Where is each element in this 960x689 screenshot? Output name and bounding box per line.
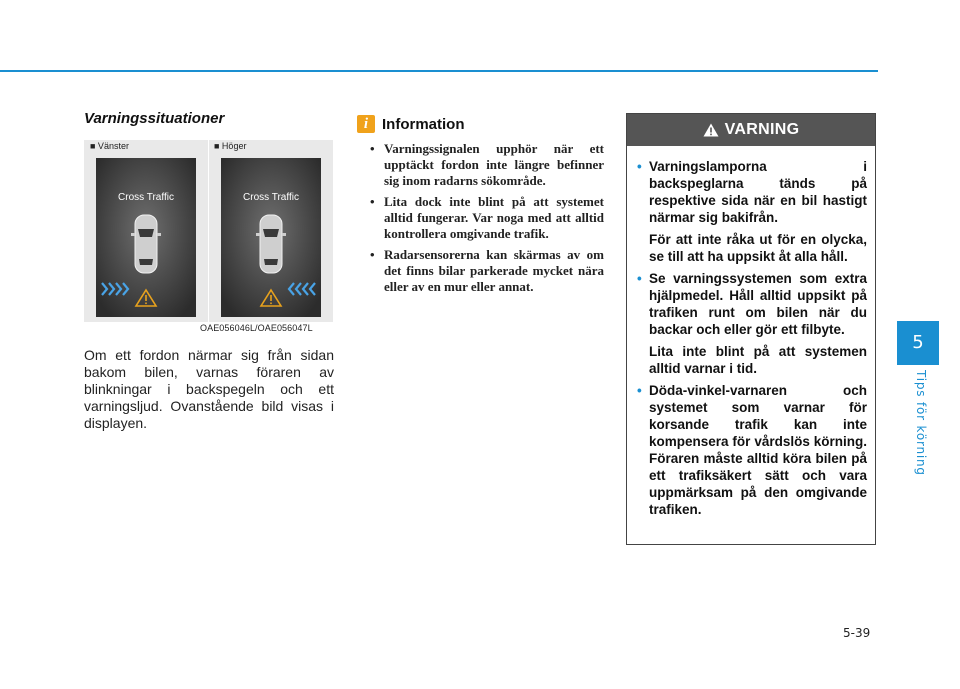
info-title: Information [382, 116, 465, 133]
figure-code: OAE056046L/OAE056047L [200, 323, 313, 333]
section-heading: Varningssituationer [84, 110, 225, 127]
top-rule [0, 70, 878, 72]
warning-triangle-icon [703, 123, 719, 137]
warning-item: • Döda-vinkel-varnaren och systemet som varnar för korsande trafik kan inte kompensera för vårdslös körning. Föraren måste alltid köra bilen på ett trafiksäkert sätt och vara uppmärksam på den omgivande trafiken. [637, 382, 867, 518]
display-left [96, 158, 196, 317]
display-label-right: Cross Traffic [243, 192, 299, 203]
chapter-title: Tips för körning [914, 370, 928, 476]
figure-panel [84, 140, 333, 322]
info-list [368, 141, 604, 300]
figure-caption-left: ■ Vänster [90, 141, 129, 151]
warning-header [627, 114, 875, 146]
chapter-tab: 5 [897, 321, 939, 365]
info-icon: i [357, 115, 375, 133]
figure-divider [208, 140, 209, 322]
info-item: • Lita dock inte blint på att systemet alltid fungerar. Var noga med att alltid kontrollera omgivande trafik. [368, 194, 604, 242]
warning-box [626, 113, 876, 545]
warning-list [627, 146, 875, 518]
page-number: 5-39 [843, 626, 871, 640]
car-icon [131, 215, 161, 273]
warning-item: • Varningslamporna i backspeglarna tänds på respektive sida när en bil hastigt närmar sig bakifrån. [637, 158, 867, 226]
warning-title: VARNING [724, 121, 800, 138]
warning-item-continuation: För att inte råka ut för en olycka, se till att ha uppsikt åt alla håll. [649, 232, 867, 264]
figure-caption-right: ■ Höger [214, 141, 247, 151]
warning-item: • Se varningssystemen som extra hjälpmedel. Håll alltid uppsikt på trafiken runt om bilen när du backar och eller gör ett filbyte. [637, 270, 867, 338]
display-right [221, 158, 321, 317]
info-item: • Radarsensorerna kan skärmas av om det finns bilar parkerade mycket nära eller av en mur eller annat. [368, 247, 604, 295]
section-body: Om ett fordon närmar sig från sidan bakom bilen, varnas föraren av blinkningar i backspegeln och ett varningsljud. Ovanstående bild visas i displayen. [84, 347, 334, 431]
display-label-left: Cross Traffic [118, 192, 174, 203]
warning-item-continuation: Lita inte blint på att systemen alltid varnar i tid. [649, 344, 867, 376]
info-item: • Varningssignalen upphör när ett upptäckt fordon inte längre befinner sig inom radarns sökområde. [368, 141, 604, 189]
car-icon [256, 215, 286, 273]
